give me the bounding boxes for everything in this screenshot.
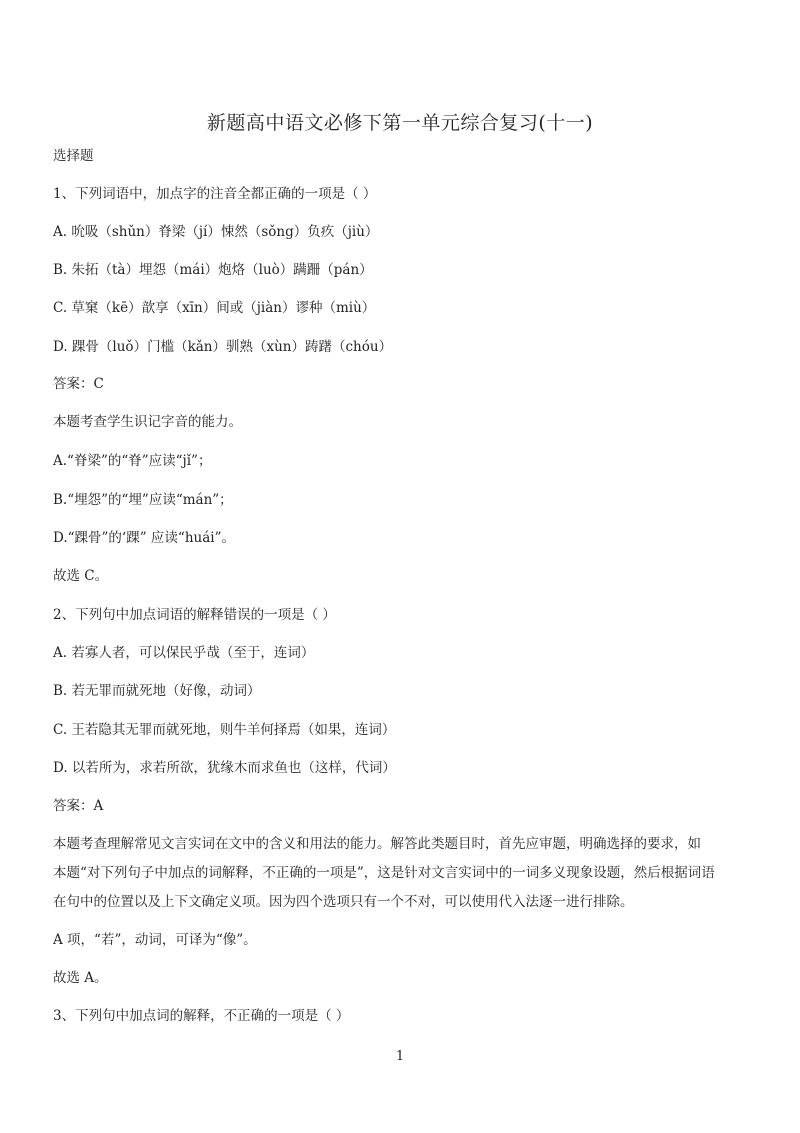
- page-title: 新题高中语文必修下第一单元综合复习(十一): [206, 112, 594, 134]
- question-1-option-d: D. 踝骨（luǒ）门槛（kǎn）驯熟（xùn）踌躇（chóu）: [53, 339, 393, 355]
- question-1-answer: 答案：C: [53, 376, 104, 392]
- question-1-conclusion: 故选 C。: [53, 568, 109, 584]
- page-number: 1: [395, 1049, 405, 1064]
- question-1-option-b: B. 朱拓（tà）埋怨（mái）炮烙（luò）蹒跚（pán）: [53, 262, 373, 278]
- question-2-option-c: C. 王若隐其无罪而就死地，则牛羊何择焉（如果，连词）: [53, 722, 396, 738]
- question-2-conclusion: 故选 A。: [53, 970, 108, 986]
- analysis-paragraph-line: 在句中的位置以及上下文确定义项。因为四个选项只有一个不对，可以使用代入法逐一进行排除。: [53, 894, 634, 910]
- analysis-paragraph-line: 本题考查理解常见文言实词在文中的含义和用法的能力。解答此类题目时，首先应审题，明确选择的要求，如: [53, 836, 701, 852]
- question-1-analysis-b: B.“埋怨”的“埋”应读“mán”；: [53, 492, 233, 508]
- question-2-option-a: A. 若寡人者，可以保民乎哉（至于，连词）: [53, 645, 315, 661]
- question-2-analysis-a: A 项，“若”，动词，可译为“像”。: [53, 932, 257, 948]
- question-1-option-c: C. 草窠（kē）歆享（xīn）间或（jiàn）谬种（miù）: [53, 300, 376, 316]
- question-1-analysis-a: A.“脊梁”的“脊”应读“jǐ”；: [53, 453, 212, 469]
- question-2-option-d: D. 以若所为，求若所欲，犹缘木而求鱼也（这样，代词）: [53, 760, 396, 776]
- question-1-analysis-d: D.“踝骨”的‘踝” 应读“huái”。: [53, 530, 235, 546]
- question-2-analysis-paragraph: [53, 830, 765, 917]
- section-heading: 选择题: [53, 148, 94, 164]
- question-1-stem: 1、下列词语中，加点字的注音全都正确的一项是（ ）: [53, 186, 377, 202]
- question-2-stem: 2、下列句中加点词语的解释错误的一项是（ ）: [53, 607, 336, 623]
- question-2-answer: 答案：A: [53, 798, 104, 814]
- question-3-stem: 3、下列句中加点词的解释，不正确的一项是（ ）: [53, 1008, 350, 1024]
- question-1-option-a: A. 吮吸（shǔn）脊梁（jí）悚然（sǒng）负疚（jiù）: [53, 224, 379, 240]
- analysis-paragraph-line: 本题“对下列句子中加点的词解释，不正确的一项是”，这是针对文言实词中的一词多义现象设题，然后根据词语: [53, 865, 715, 881]
- question-1-analysis-intro: 本题考查学生识记字音的能力。: [53, 414, 242, 430]
- question-2-option-b: B. 若无罪而就死地（好像，动词）: [53, 683, 261, 699]
